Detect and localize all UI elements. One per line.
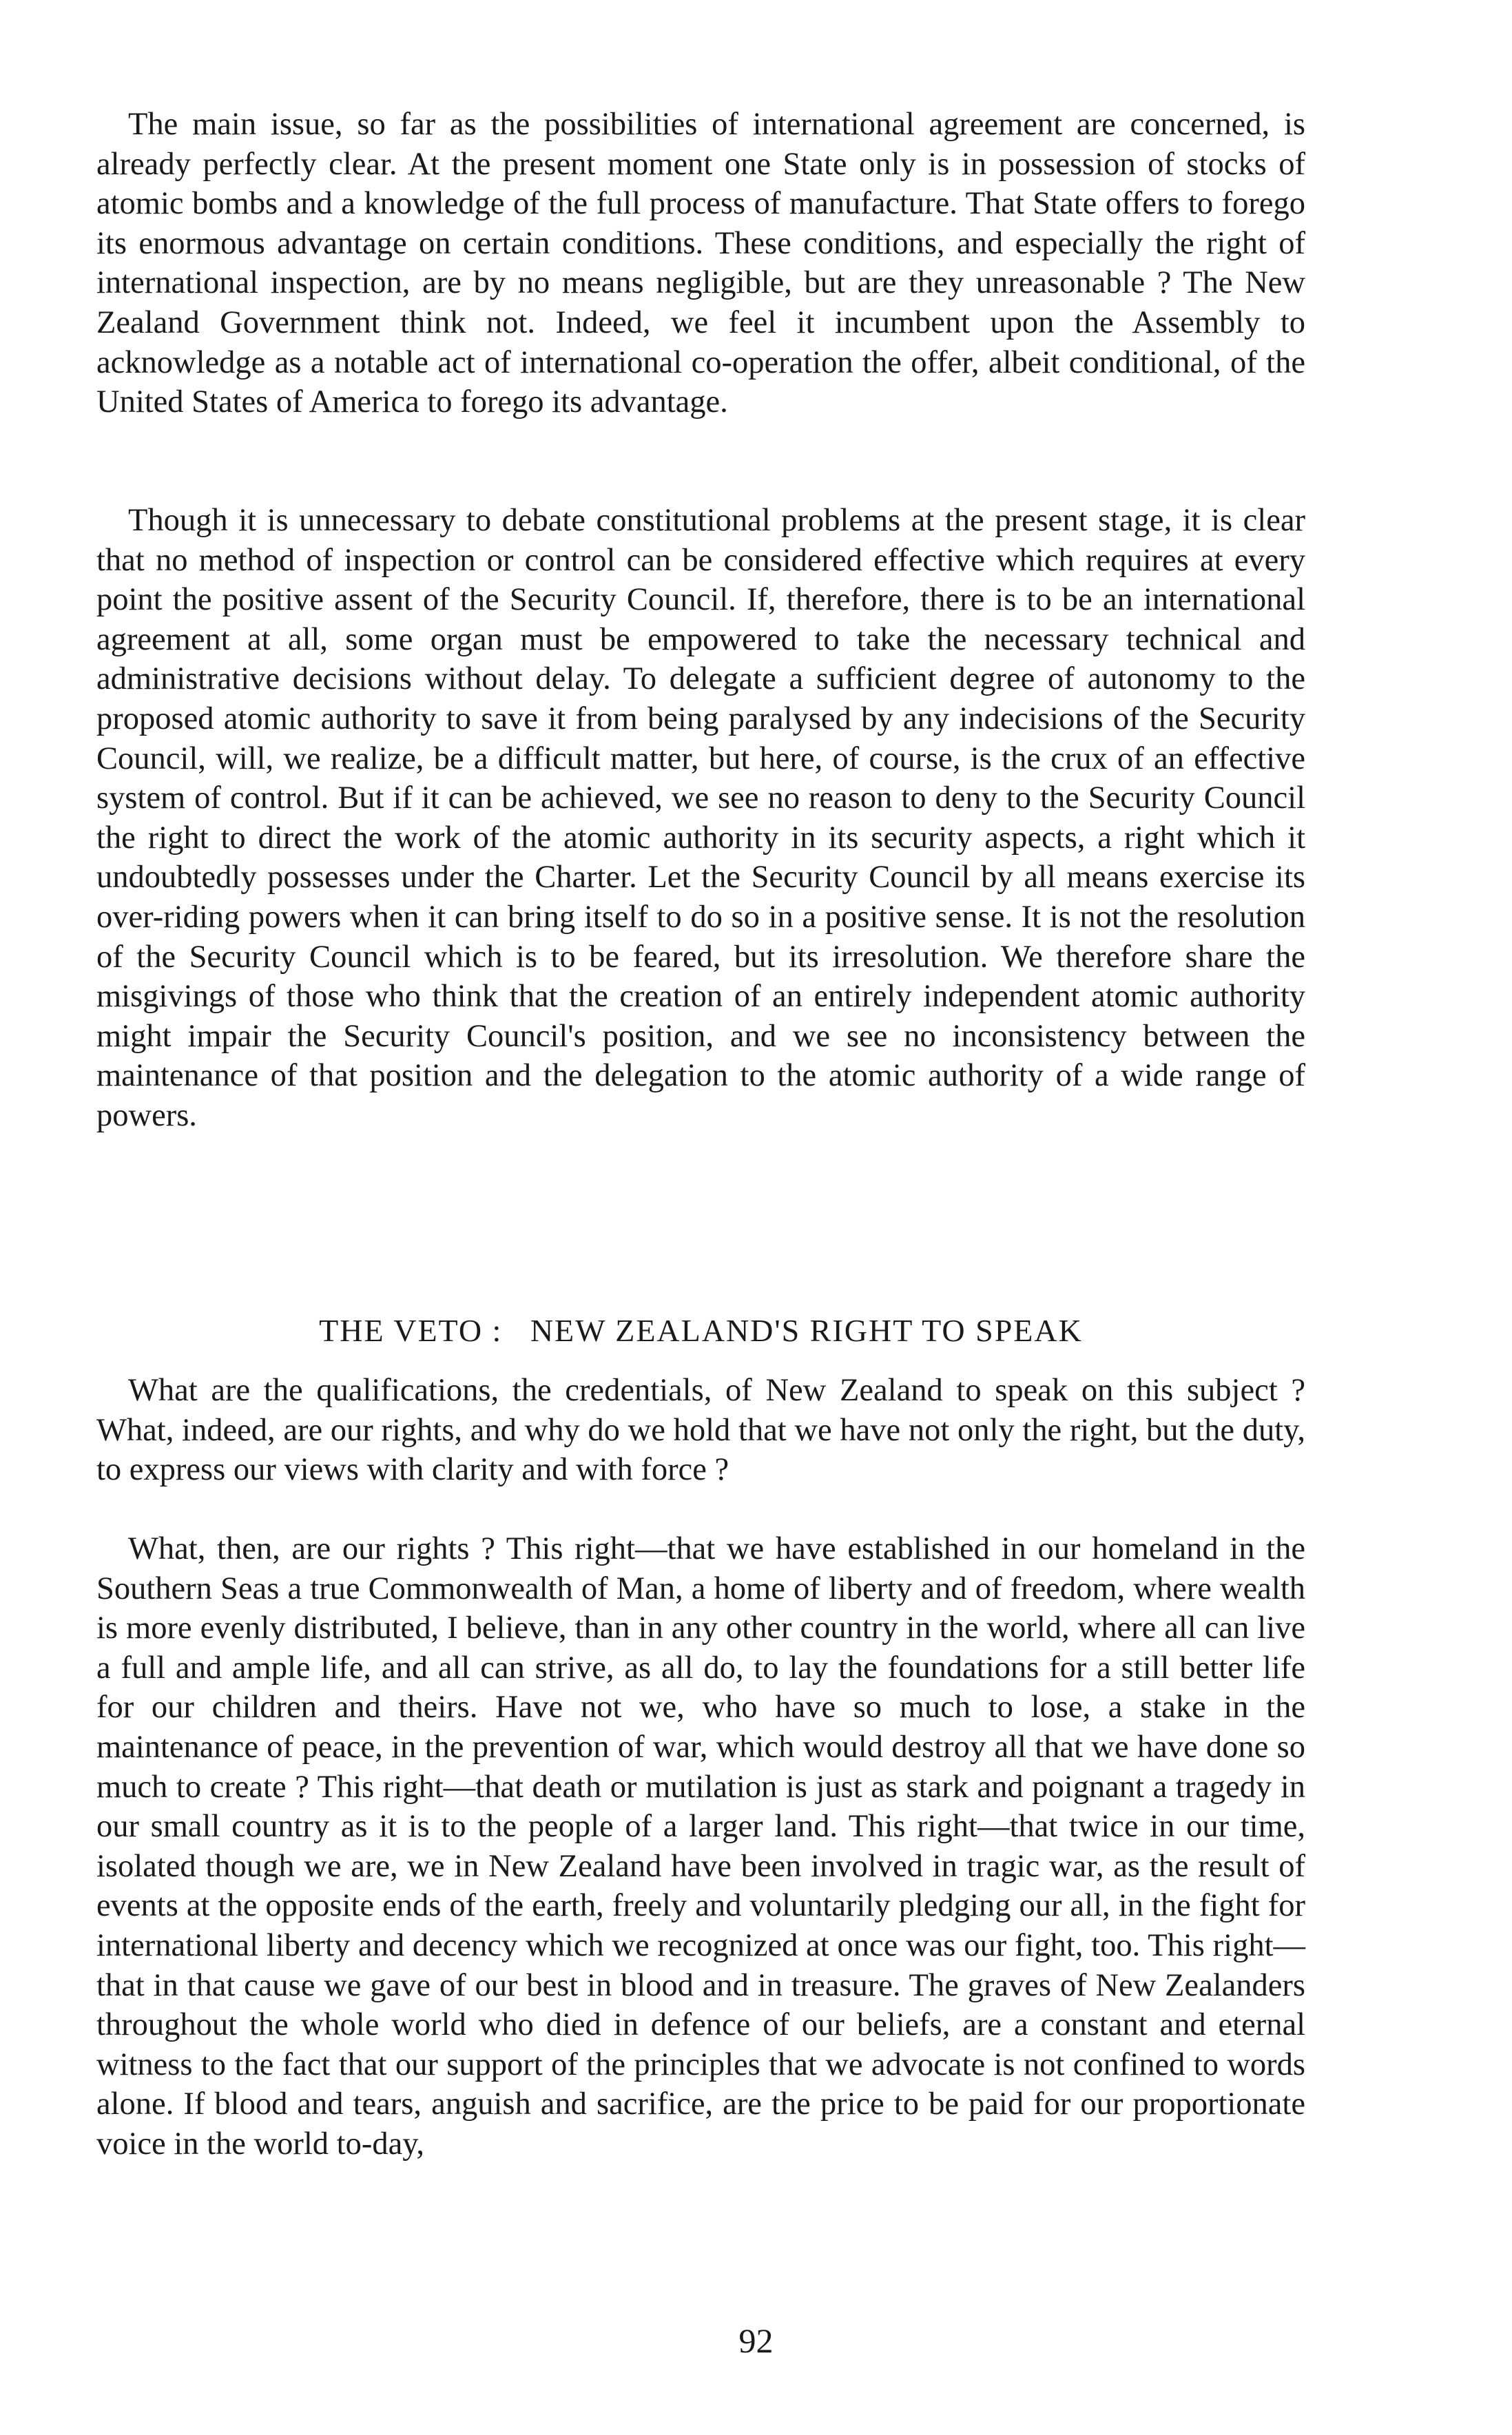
paragraph-our-rights: What, then, are our rights ? This right—that we have established in our homeland in the Southern Seas a true Commonwealth of Man, a home of liberty and of freedom, where wealth is more evenly distributed, I believe, than in any other country in the world, where all can live a full and ample life, and all can strive, as all do, to lay the foundations for a still better life for our children and theirs. Have not we, who have so much to lose, a stake in the maintenance of peace, in the prevention of war, which would destroy all that we have done so much to create ? This right—that death or mutilation is just as stark and poignant a tragedy in our small country as it is to the people of a larger land. This right—that twice in our time, isolated though we are, we in New Zealand have been involved in tragic war, as the result of events at the opposite ends of the earth, freely and voluntarily pledging our all, in the fight for international liberty and decency which we recognized at once was our fight, too. This right—that in that cause we gave of our best in blood and in treasure. The graves of New Zealanders throughout the whole world who died in defence of our beliefs, are a constant and eternal witness to the fact that our support of the principles that we advocate is not confined to words alone. If blood and tears, anguish and sacrifice, are the price to be paid for our proportionate voice in the world to-day, — [96, 1531, 1305, 2162]
paragraph-international-agreement: The main issue, so far as the possibilities of international agreement are concerned, is already perfectly clear. At the present moment one State only is in possession of stocks of atomic bombs and a knowledge of the full process of manufacture. That State offers to forego its enormous advantage on certain conditions. These conditions, and especially the right of international inspection, are by no means negligible, but are they unreasonable ? The New Zealand Government think not. Indeed, we feel it incumbent upon the Assembly to acknowledge as a notable act of international co-operation the offer, albeit conditional, of the United States of America to forego its advantage. — [96, 107, 1305, 420]
paragraph-qualifications: What are the qualifications, the credentials, of New Zealand to speak on this subject ? What, indeed, are our rights, and why do we hold that we have not only the right, but the duty, to express our views with clarity and with force ? — [96, 1373, 1305, 1488]
page-number: 92 — [738, 2321, 774, 2360]
paragraph-constitutional-problems: Though it is unnecessary to debate constitutional problems at the present stage, it is clear that no method of inspection or control can be considered effective which requires at every point the positive assent of the Security Council. If, therefore, there is to be an international agreement at all, some organ must be empowered to take the necessary technical and administrative decisions without delay. To delegate a sufficient degree of autonomy to the proposed atomic authority to save it from being paralysed by any indecisions of the Security Council, will, we realize, be a difficult matter, but here, of course, is the crux of an effective system of control. But if it can be achieved, we see no reason to deny to the Security Council the right to direct the work of the atomic authority in its security aspects, a right which it undoubtedly possesses under the Charter. Let the Security Council by all means exercise its over-riding powers when it can bring itself to do so in a positive sense. It is not the resolution of the Security Council which is to be feared, but its irresolution. We therefore share the misgivings of those who think that the creation of an entirely independent atomic authority might impair the Security Council's position, and we see no inconsistency between the maintenance of that position and the delegation to the atomic authority of a wide range of powers. — [96, 503, 1305, 1133]
section-heading: THE VETO : NEW ZEALAND'S RIGHT TO SPEAK — [319, 1313, 1083, 1348]
